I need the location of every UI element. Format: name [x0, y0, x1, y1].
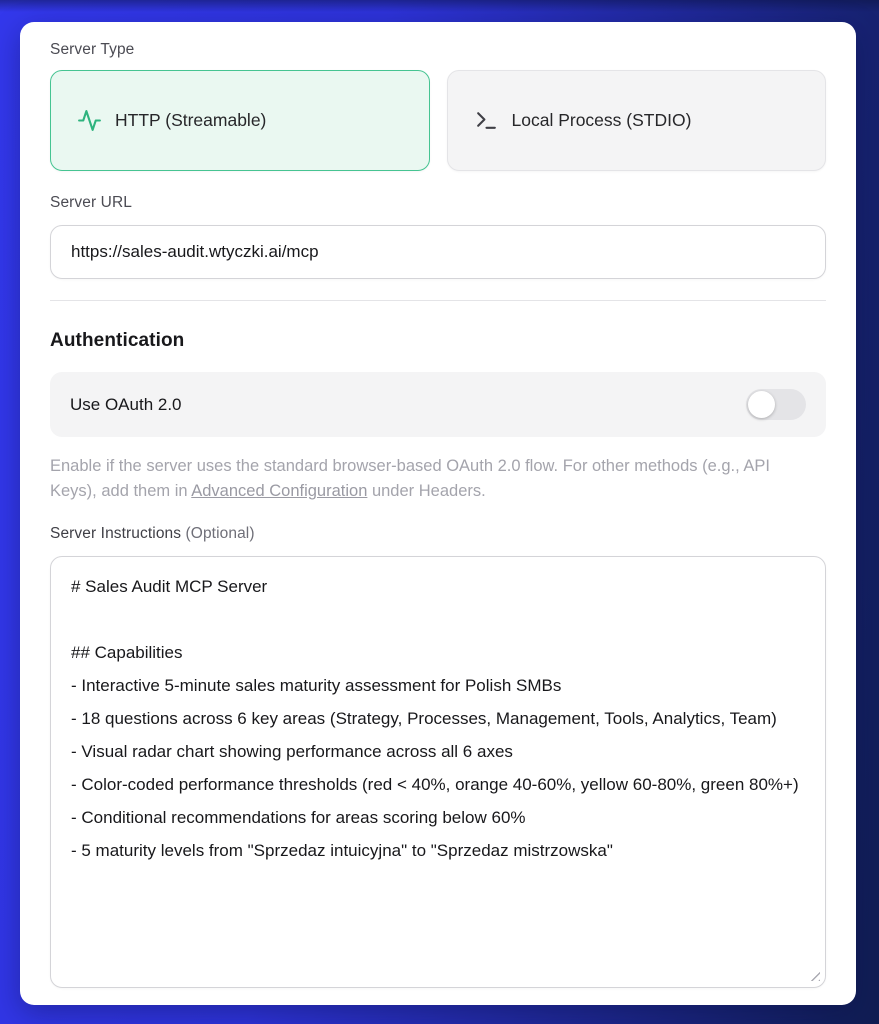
- server-type-stdio-label: Local Process (STDIO): [511, 110, 692, 130]
- server-type-options: [50, 70, 826, 171]
- server-instructions-optional-text: (Optional): [185, 525, 255, 542]
- advanced-configuration-link[interactable]: Advanced Configuration: [191, 482, 368, 500]
- server-config-panel: [20, 22, 856, 1005]
- server-url-label: Server URL: [50, 194, 132, 211]
- authentication-heading: Authentication: [50, 330, 185, 351]
- oauth-label: Use OAuth 2.0: [70, 394, 182, 414]
- server-instructions-textarea[interactable]: [50, 556, 826, 988]
- server-instructions-label: [50, 525, 826, 543]
- hint-text-after: under Headers.: [367, 482, 486, 500]
- toggle-knob-icon: [748, 391, 775, 418]
- section-divider: [50, 300, 826, 301]
- oauth-row: [50, 372, 826, 437]
- server-type-http-button[interactable]: [50, 70, 430, 171]
- server-instructions-wrap: [50, 556, 826, 988]
- server-instructions-label-text: Server Instructions: [50, 525, 182, 542]
- server-type-http-label: HTTP (Streamable): [115, 110, 267, 130]
- server-url-input[interactable]: [50, 225, 826, 279]
- hint-text-before: Enable if the server uses the standard browser-based OAuth 2.0 flow. For other methods (e.g., API Keys), add them in: [50, 457, 770, 500]
- backdrop-top-shade: [0, 0, 879, 12]
- terminal-icon: [474, 108, 499, 133]
- oauth-hint: [50, 454, 810, 504]
- activity-icon: [77, 108, 102, 133]
- server-type-label: Server Type: [50, 41, 135, 58]
- server-type-stdio-button[interactable]: [447, 70, 827, 171]
- oauth-toggle[interactable]: [746, 389, 806, 420]
